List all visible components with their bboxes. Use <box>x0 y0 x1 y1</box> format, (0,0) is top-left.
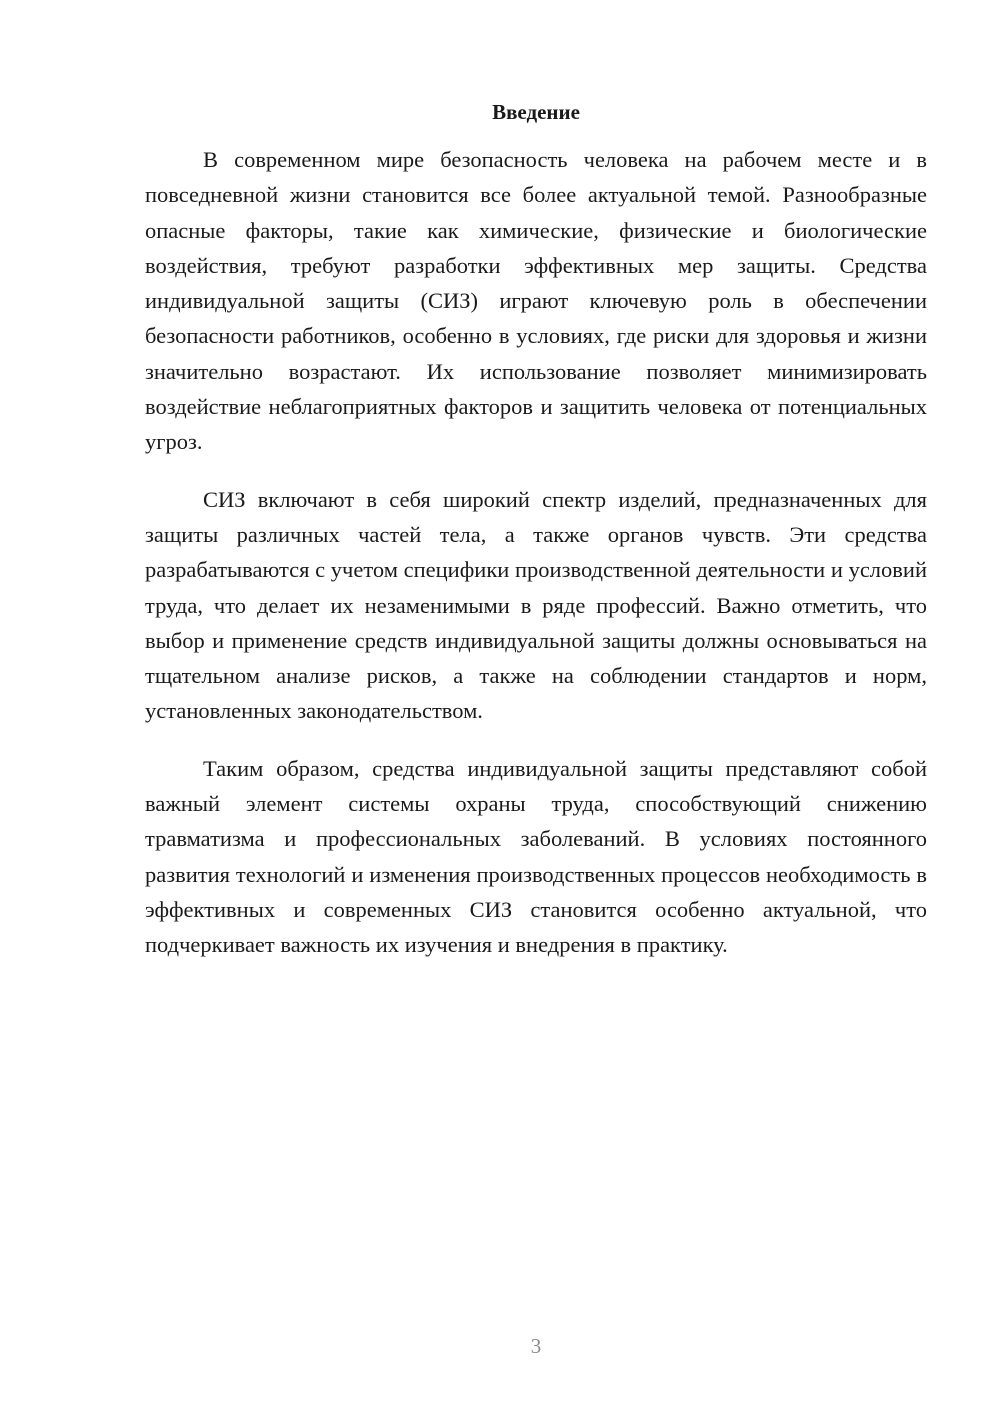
paragraph-3: Таким образом, средства индивидуальной защиты представляют собой важный элемент системы охраны труда, способствующий снижению травматизма и профессиональных заболеваний. В условиях постоянного развития технологий и изменения производственных процессов необходимость в эффективных и современных СИЗ становится особенно актуальной, что подчеркивает важность их изучения и внедрения в практику. <box>145 755 927 958</box>
paragraph-1: В современном мире безопасность человека на рабочем месте и в повседневной жизни становится все более актуальной темой. Разнообразные опасные факторы, такие как химические, физические и биологические воздействия, требуют разработки эффективных мер защиты. Средства индивидуальной защиты (СИЗ) играют ключевую роль в обеспечении безопасности работников, особенно в условиях, где риски для здоровья и жизни значительно возрастают. Их использование позволяет минимизировать воздействие неблагоприятных факторов и защитить человека от потенциальных угроз. <box>145 147 927 455</box>
section-heading: Введение <box>492 100 580 124</box>
body-text <box>145 142 927 985</box>
page-number: 3 <box>530 1334 542 1358</box>
paragraph-2: СИЗ включают в себя широкий спектр изделий, предназначенных для защиты различных частей тела, а также органов чувств. Эти средства разрабатываются с учетом специфики производственной деятельности и условий труда, что делает их незаменимыми в ряде профессий. Важно отметить, что выбор и применение средств индивидуальной защиты должны основываться на тщательном анализе рисков, а также на соблюдении стандартов и норм, установленных законодательством. <box>145 486 927 724</box>
